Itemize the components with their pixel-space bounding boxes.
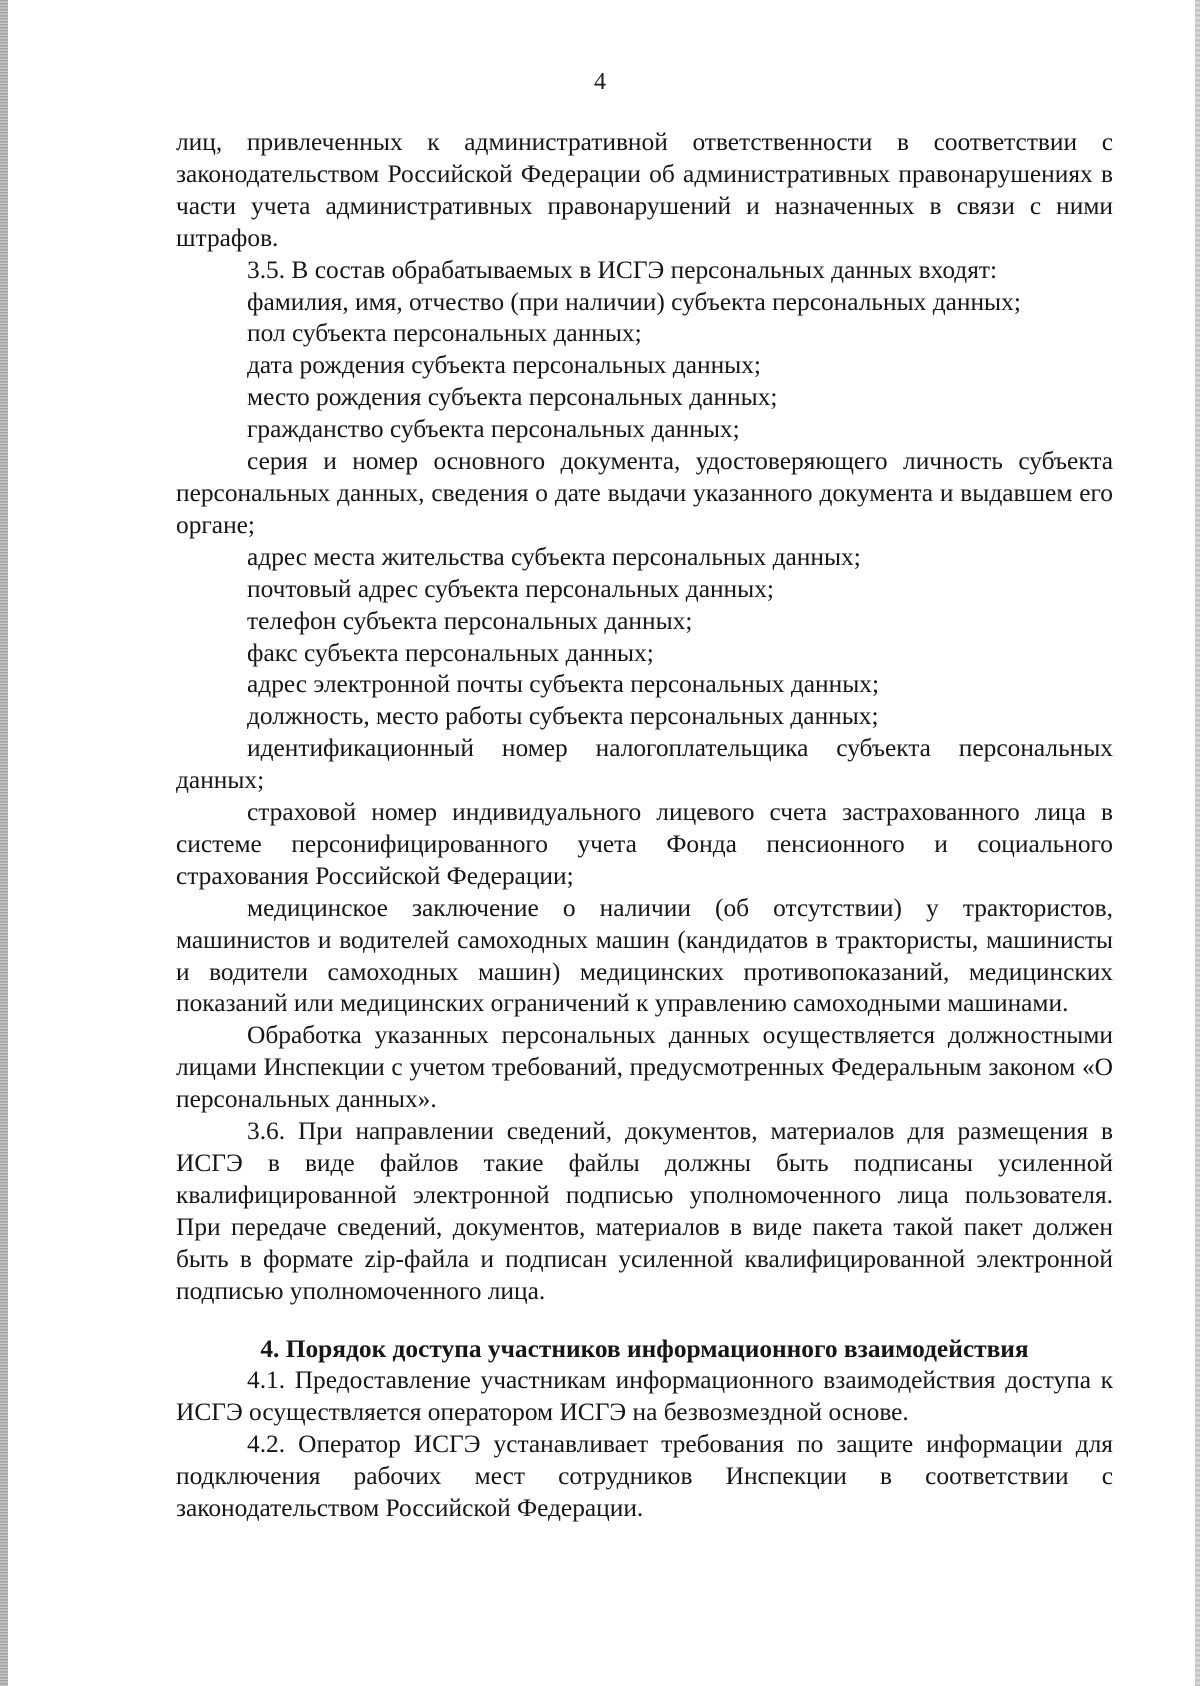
list-item: пол субъекта персональных данных; [247, 319, 642, 348]
section-heading: 4. Порядок доступа участников информационного взаимодействия [260, 1334, 1029, 1363]
document-body [176, 127, 1113, 1525]
list-item: медицинское заключение о наличии (об отсутствии) у трактористов, машинистов и водителей самоходных машин (кандидатов в трактористы, машинисты и водители самоходных машин) медицинских противопоказаний, медицинских показаний или медицинских ограничений к управлению самоходными машинами. [176, 893, 1113, 1018]
list-item: адрес места жительства субъекта персональных данных; [247, 542, 861, 571]
list-item: страховой номер индивидуального лицевого счета застрахованного лица в системе персонифицированного учета Фонда пенсионного и социального страхования Российской Федерации; [176, 798, 1113, 890]
paragraph-4-2: 4.2. Оператор ИСГЭ устанавливает требования по защите информации для подключения рабочих мест сотрудников Инспекции в соответствии с законодательством Российской Федерации. [176, 1430, 1113, 1523]
paragraph-4-1: 4.1. Предоставление участникам информационного взаимодействия доступа к ИСГЭ осуществляется оператором ИСГЭ на безвозмездной основе. [176, 1366, 1113, 1427]
scan-edge-right [1195, 0, 1200, 1686]
paragraph-3-6: 3.6. При направлении сведений, документов, материалов для размещения в ИСГЭ в виде файлов такие файлы должны быть подписаны усиленной квалифицированной электронной подписью уполномоченного лица пользователя. При передаче сведений, документов, материалов в виде пакета такой пакет должен быть в формате zip-файла и подписан усиленной квалифицированной электронной подписью уполномоченного лица. [176, 1117, 1113, 1305]
paragraph-processing: Обработка указанных персональных данных осуществляется должностными лицами Инспекции с учетом требований, предусмотренных Федеральным законом «О персональных данных». [176, 1021, 1113, 1114]
list-item: гражданство субъекта персональных данных; [247, 415, 740, 444]
paragraph-3-5: 3.5. В состав обрабатываемых в ИСГЭ персональных данных входят: [247, 255, 998, 284]
list-item: место рождения субъекта персональных данных; [247, 383, 778, 412]
list-item: фамилия, имя, отчество (при наличии) субъекта персональных данных; [247, 287, 1021, 316]
scan-edge-left [0, 0, 8, 1686]
list-item: дата рождения субъекта персональных данных; [247, 351, 761, 380]
paragraph-continuation: лиц, привлеченных к административной ответственности в соответствии с законодательством Российской Федерации об административных правонарушениях в части учета административных правонарушений и назначенных в связи с ними штрафов. [176, 128, 1113, 252]
list-item: телефон субъекта персональных данных; [247, 606, 693, 635]
list-item: должность, место работы субъекта персональных данных; [247, 702, 879, 731]
list-item: почтовый адрес субъекта персональных данных; [247, 574, 774, 603]
list-item: идентификационный номер налогоплательщика субъекта персональных данных; [176, 734, 1113, 795]
page-number: 4 [594, 69, 606, 95]
list-item: адрес электронной почты субъекта персональных данных; [247, 670, 880, 699]
list-item: факс субъекта персональных данных; [247, 638, 654, 667]
list-item: серия и номер основного документа, удостоверяющего личность субъекта персональных данных, сведения о дате выдачи указанного документа и выдавшем его органе; [176, 447, 1113, 539]
